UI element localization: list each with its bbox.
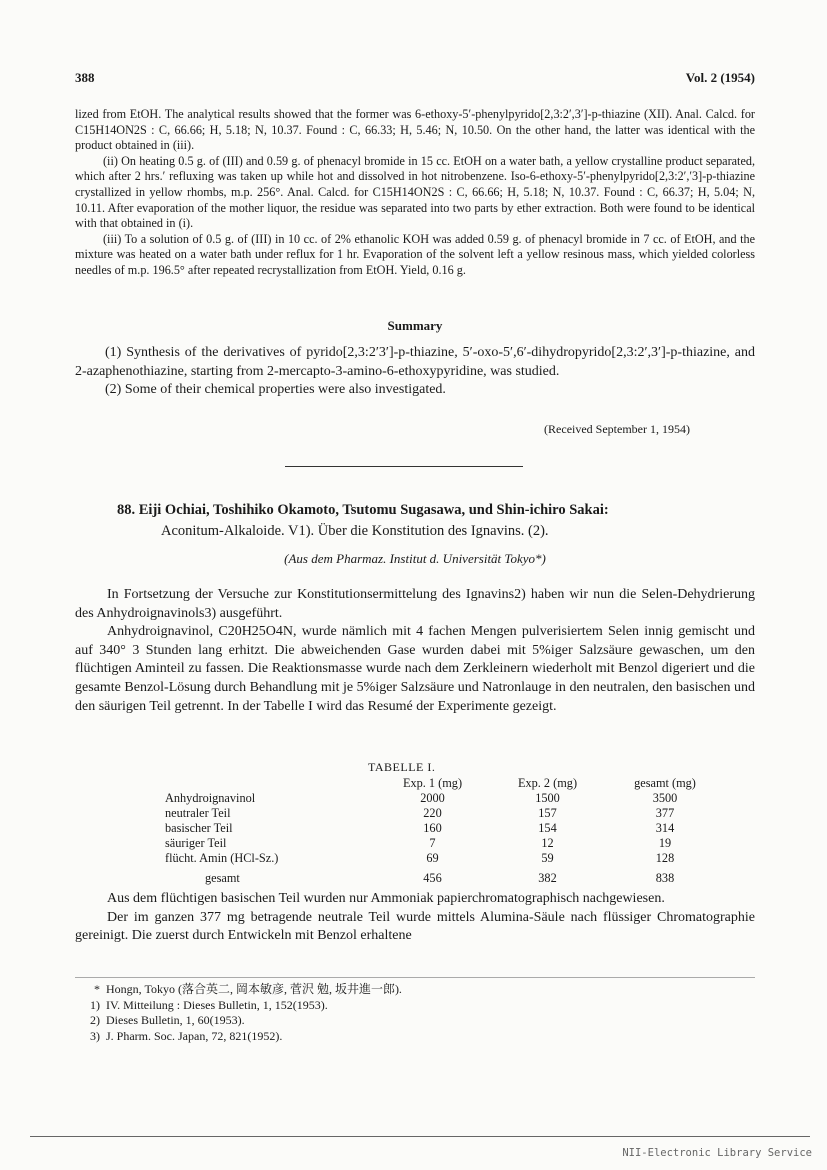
table-cell: basischer Teil [165, 821, 233, 835]
intro-paragraph-2: (ii) On heating 0.5 g. of (III) and 0.59 g. of phenacyl bromide in 15 cc. EtOH on a water bath, a yellow crystalline product separated, which after 2 hrs.′ refluxing was taken up while hot and dissolved in hot nitrobenzene. Iso-6-ethoxy-5′-phenylpyrido[2,3:2′,′3]-p-thiazine crystallized in yellow rhombs, m.p. 256°. Anal. Calcd. for C15H14ON2S : C, 66.66; H, 5.18; N, 10.37. Found : C, 66.37; H, 5.04; N, 10.11. After evaporation of the mother liquor, the residue was separated into two parts by ether extraction. Both were found to be identical with that obtained in (i). [75, 153, 755, 231]
summary-section [75, 344, 755, 400]
volume-label: Vol. 2 (1954) [685, 70, 755, 85]
table-cell: 59 [541, 851, 554, 865]
table-header-cell: Exp. 1 (mg) [402, 776, 463, 790]
table-cell: 69 [426, 851, 439, 865]
body-paragraph-4: Der im ganzen 377 mg betragende neutrale Teil wurde mittels Alumina-Säule nach flüssiger Chromatographie gereinigt. Die zuerst durch Entwickeln mit Benzol erhaltene [75, 909, 755, 944]
table-row [165, 806, 725, 821]
footnote [80, 998, 750, 1014]
table-cell: 154 [538, 821, 557, 835]
table-cell: 377 [655, 806, 675, 820]
body-section-2 [75, 890, 755, 946]
table-cell: 12 [541, 836, 554, 850]
article-heading [75, 500, 755, 542]
footnotes [80, 982, 750, 1044]
table-cell: 19 [658, 836, 672, 850]
table-cell: 314 [655, 821, 675, 835]
article-authors: Eiji Ochiai, Toshihiko Okamoto, Tsutomu Sugasawa, und Shin-ichiro Sakai: [138, 502, 609, 518]
article-number: 88. [117, 502, 136, 518]
footnote-text: J. Pharm. Soc. Japan, 72, 821(1952). [106, 1028, 283, 1043]
footnote-mark: * [94, 982, 100, 996]
footnote-text: IV. Mitteilung : Dieses Bulletin, 1, 152(1953). [106, 997, 328, 1012]
section-divider [285, 466, 523, 467]
footnote-mark: 1) [90, 997, 100, 1012]
footnote [80, 1029, 750, 1045]
table-header-row [165, 776, 725, 791]
table-cell: flücht. Amin (HCl-Sz.) [165, 851, 279, 865]
article-affiliation: (Aus dem Pharmaz. Institut d. Universität Tokyo*) [284, 551, 546, 566]
footnote-rule [75, 977, 755, 978]
footnote [80, 1013, 750, 1029]
table-row [165, 851, 725, 866]
table-cell: 456 [423, 871, 442, 885]
page-bottom-rule [30, 1136, 810, 1137]
table-row [165, 836, 725, 851]
table-cell: neutraler Teil [165, 806, 231, 820]
table-cell: 157 [538, 806, 557, 820]
received-date: (Received September 1, 1954) [544, 422, 690, 436]
table-cell: 128 [655, 851, 675, 865]
table-cell: 382 [538, 871, 557, 885]
table-cell: 1500 [535, 791, 560, 805]
body-section [75, 586, 755, 716]
article-title: Aconitum-Alkaloide. V1). Über die Konstitution des Ignavins. (2). [161, 523, 549, 539]
table-row [165, 791, 725, 806]
results-table [165, 776, 725, 886]
body-paragraph-3: Aus dem flüchtigen basischen Teil wurden nur Ammoniak papierchromatographisch nachgewiesen. [107, 891, 665, 906]
table-caption: TABELLE I. [368, 760, 436, 774]
body-paragraph-1: In Fortsetzung der Versuche zur Konstitutionsermittelung des Ignavins2) haben wir nun die Selen-Dehydrierung des Anhydroignavinols3) ausgeführt. [75, 587, 755, 621]
table-header-cell [165, 776, 375, 791]
table-header-cell: Exp. 2 (mg) [517, 776, 578, 790]
table-row [165, 821, 725, 836]
table-cell: 838 [655, 871, 675, 885]
body-paragraph-2: Anhydroignavinol, C20H25O4N, wurde nämlich mit 4 fachen Mengen pulverisiertem Selen innig gemischt und auf 340° 3 Stunden lang erhitzt. Die abweichenden Gase wurden dabei mit 5%iger Salzsäure gewaschen, um den flüchtigen Aminteil zu fassen. Die Reaktionsmasse wurde nach dem Zerkleinern wiederholt mit Benzol digeriert und die gesamte Benzol-Lösung durch Behandlung mit je 5%iger Salzsäure und Natronlauge in den neutralen, den basischen und den säurigen Teil getrennt. In der Tabelle I wird das Resumé der Experimente gezeigt. [75, 624, 755, 714]
source-footer: NII-Electronic Library Service [622, 1147, 812, 1159]
table-header-cell: gesamt (mg) [634, 776, 696, 790]
footnote-mark: 2) [90, 1013, 100, 1027]
footnote-text: Hongn, Tokyo (落合英二, 岡本敏彦, 菅沢 勉, 坂井進一郎). [106, 982, 402, 996]
table-cell: 160 [423, 821, 442, 835]
table-cell: 2000 [420, 791, 445, 805]
table-cell: 7 [429, 836, 436, 850]
footnote [80, 982, 750, 998]
table-cell: gesamt [205, 871, 240, 885]
table-cell: säuriger Teil [165, 836, 227, 850]
summary-heading: Summary [387, 318, 443, 333]
summary-item-1: (1) Synthesis of the derivatives of pyrido[2,3:2′3′]-p-thiazine, 5′-oxo-5′,6′-dihydropyrido[2,3:2′,3′]-p-thiazine, and 2-azaphenothiazine, starting from 2-mercapto-3-amino-6-ethoxypyridine, was studied. [75, 345, 755, 379]
intro-section [75, 107, 755, 279]
table-cell: 3500 [652, 791, 678, 805]
summary-item-2: (2) Some of their chemical properties were also investigated. [105, 382, 446, 397]
intro-paragraph-3: (iii) To a solution of 0.5 g. of (III) in 10 cc. of 2% ethanolic KOH was added 0.59 g. of phenacyl bromide in 7 cc. of EtOH, and the mixture was heated on a water bath under reflux for 1 hr. Evaporation of the solvent left a yellow resinous mass, which yielded colorless needles of m.p. 196.5° after repeated recrystallization from EtOH. Yield, 0.16 g. [75, 231, 755, 277]
footnote-mark: 3) [90, 1028, 100, 1043]
intro-paragraph-1: lized from EtOH. The analytical results showed that the former was 6-ethoxy-5′-phenylpyrido[2,3:2′,3′]-p-thiazine (XII). Anal. Calcd. for C15H14ON2S : C, 66.66; H, 5.18; N, 10.37. Found : C, 66.33; H, 5.46; N, 10.50. On the other hand, the latter was identical with the product obtained in (iii). [75, 107, 755, 153]
table-cell: 220 [423, 806, 442, 820]
table-total-row [165, 866, 725, 886]
page-number: 388 [75, 70, 95, 85]
footnote-text: Dieses Bulletin, 1, 60(1953). [106, 1013, 245, 1027]
table-cell: Anhydroignavinol [165, 791, 256, 805]
